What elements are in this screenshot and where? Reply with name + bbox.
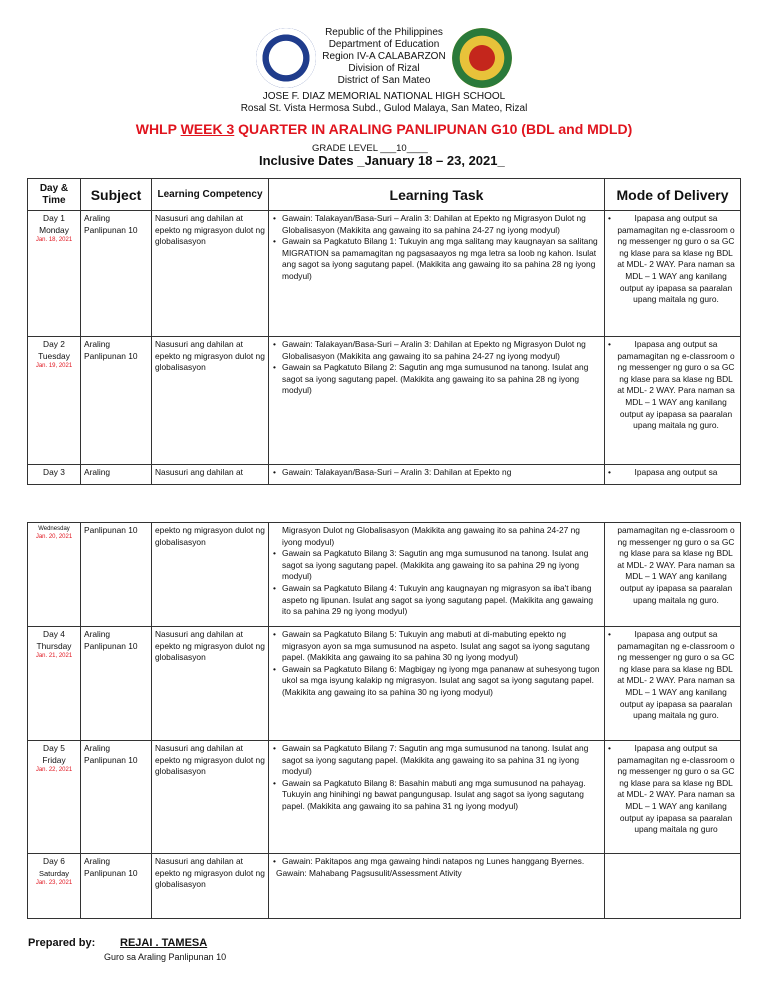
subject-cell: Araling	[81, 465, 152, 485]
competency-cell: epekto ng migrasyon dulot ng globalisasyon	[152, 523, 269, 627]
task-cell: • Gawain: Talakayan/Basa-Suri – Aralin 3: Dahilan at Epekto ng	[269, 465, 605, 485]
table-row	[28, 211, 741, 337]
mode-cell: pamamagitan ng e-classroom o ng messenger ng guro o sa GC ng klase para sa klase ng BDL at MDL- 2 WAY. Para naman sa MDL – 1 WAY ang kanilang output ay ipapasa sa paaralan upang maitala ng guro.	[605, 523, 741, 627]
day-cell: Day 1 Monday Jan. 18, 2021	[28, 211, 81, 337]
header-subject: Subject	[81, 179, 152, 211]
inclusive-dates: Inclusive Dates _January 18 – 23, 2021_	[259, 153, 505, 168]
mode-cell: • Ipapasa ang output sa pamamagitan ng e-classroom o ng messenger ng guro o sa GC ng klase para sa klase ng BDL at MDL- 2 WAY. Para naman sa MDL – 1 WAY ang kanilang output ay ipapasa sa paaralan upang maitala ng guro	[605, 741, 741, 854]
task-cell: • Gawain sa Pagkatuto Bilang 7: Sagutin ang mga sumusunod na tanong. Isulat ang sagot sa iyong sagutang papel. (Makikita ang gawaing ito sa pahina 31 ng iyong modyul) • Gawain sa Pagkatuto Bilang 8: Basahin mabuti ang mga sumusunod na pahayag. Tukuyin ang hinihingi ng bawat pangungusap. Isulat ang sagot sa iyong sagutang papel. (Makikita ang gawaing ito sa pahina 31 ng iyong modyul)	[269, 741, 605, 854]
competency-cell: Nasusuri ang dahilan at epekto ng migrasyon dulot ng globalisasyon	[152, 627, 269, 741]
task-cell: Migrasyon Dulot ng Globalisasyon (Makikita ang gawaing ito sa pahina 24-27 ng iyong modyul) • Gawain sa Pagkatuto Bilang 3: Sagutin ang mga sumusunod na tanong. Isulat ang sagot sa iyong sagutang papel. (Makikita ang gawaing ito sa pahina 29 ng iyong modyul) • Gawain sa Pagkatuto Bilang 4: Tukuyin ang kaugnayan ng migrasyon sa iba't ibang aspeto ng lipunan. Isulat ang sagot sa iyong sagutang papel. (Makikita ang gawaing ito sa pahina 29 ng iyong modyul)	[269, 523, 605, 627]
header-line-4: Division of Rizal	[348, 63, 420, 74]
whlp-table-part2	[27, 522, 741, 919]
table-row	[28, 854, 741, 919]
table-row	[28, 523, 741, 627]
page-title: WHLP WEEK 3 QUARTER IN ARALING PANLIPUNAN G10 (BDL and MDLD)	[135, 121, 633, 137]
mode-cell: • Ipapasa ang output sa pamamagitan ng e-classroom o ng messenger ng guro o sa GC ng klase para sa klase ng BDL at MDL- 2 WAY. Para naman sa MDL – 1 WAY ang kanilang output ay ipapasa sa paaralan upang maitala ng guro.	[605, 627, 741, 741]
mode-cell: • Ipapasa ang output sa pamamagitan ng e-classroom o ng messenger ng guro o sa GC ng klase para sa klase ng BDL at MDL- 2 WAY. Para naman sa MDL – 1 WAY ang kanilang output ay ipapasa sa paaralan upang maitala ng guro.	[605, 337, 741, 465]
preparer-role: Guro sa Araling Panlipunan 10	[104, 952, 227, 962]
school-address: Rosal St. Vista Hermosa Subd., Gulod Malaya, San Mateo, Rizal	[240, 103, 528, 114]
school-name: JOSE F. DIAZ MEMORIAL NATIONAL HIGH SCHOOL	[262, 91, 506, 102]
mode-cell	[605, 854, 741, 919]
preparer-name: REJAI . TAMESA	[120, 937, 208, 949]
subject-cell: Araling Panlipunan 10	[81, 627, 152, 741]
table-row	[28, 627, 741, 741]
competency-cell: Nasusuri ang dahilan at epekto ng migrasyon dulot ng globalisasyon	[152, 337, 269, 465]
day-cell: Day 2 Tuesday Jan. 19, 2021	[28, 337, 81, 465]
header-day-time: Day & Time	[28, 179, 81, 211]
task-cell: • Gawain: Talakayan/Basa-Suri – Aralin 3: Dahilan at Epekto ng Migrasyon Dulot ng Globalisasyon (Makikita ang gawaing ito sa pahina 24-27 ng iyong modyul) • Gawain sa Pagkatuto Bilang 2: Sagutin ang mga sumusunod na tanong. Isulat ang sagot sa iyong sagutang papel. (Makikita ang gawaing ito sa pahina 28 ng iyong modyul)	[269, 337, 605, 465]
subject-cell: Araling Panlipunan 10	[81, 741, 152, 854]
task-cell: • Gawain: Pakitapos ang mga gawaing hindi natapos ng Lunes hanggang Byernes. Gawain: Mahabang Pagsusulit/Assessment Ativity	[269, 854, 605, 919]
task-cell: • Gawain: Talakayan/Basa-Suri – Aralin 3: Dahilan at Epekto ng Migrasyon Dulot ng Globalisasyon (Makikita ang gawaing ito sa pahina 24-27 ng iyong modyul) • Gawain sa Pagkatuto Bilang 1: Tukuyin ang mga salitang may kaugnayan sa salitang MIGRATION sa pamamagitan ng pagsasaayos ng mga letra sa loob ng kahon. Isulat ang sagot sa iyong sagutang papel. (Makikita ang gawaing ito sa pahina 28 ng iyong modyul)	[269, 211, 605, 337]
header-line-1: Republic of the Philippines	[325, 27, 443, 38]
day-cell: Day 6 Saturday Jan. 23, 2021	[28, 854, 81, 919]
header-line-3: Region IV-A CALABARZON	[322, 51, 446, 62]
mode-cell: • Ipapasa ang output sa pamamagitan ng e-classroom o ng messenger ng guro o sa GC ng klase para sa klase ng BDL at MDL- 2 WAY. Para naman sa MDL – 1 WAY ang kanilang output ay ipapasa sa paaralan upang maitala ng guro.	[605, 211, 741, 337]
header-mode: Mode of Delivery	[605, 179, 741, 211]
mode-cell: • Ipapasa ang output sa	[605, 465, 741, 485]
subject-cell: Panlipunan 10	[81, 523, 152, 627]
whlp-table-part1	[27, 178, 741, 485]
competency-cell: Nasusuri ang dahilan at epekto ng migrasyon dulot ng globalisasyon	[152, 741, 269, 854]
header-line-2: Department of Education	[328, 39, 440, 50]
day-cell: Day 4 Thursday Jan. 21, 2021	[28, 627, 81, 741]
table-row	[28, 741, 741, 854]
day-cell: Day 3	[28, 465, 81, 485]
day-cell: Wednesday Jan. 20, 2021	[28, 523, 81, 627]
prepared-by-label: Prepared by:	[28, 937, 96, 949]
subject-cell: Araling Panlipunan 10	[81, 854, 152, 919]
table-row	[28, 465, 741, 485]
header-line-5: District of San Mateo	[337, 75, 431, 86]
table-row	[28, 337, 741, 465]
header-competency: Learning Competency	[152, 179, 269, 211]
subject-cell: Araling Panlipunan 10	[81, 211, 152, 337]
competency-cell: Nasusuri ang dahilan at	[152, 465, 269, 485]
subject-cell: Araling Panlipunan 10	[81, 337, 152, 465]
competency-cell: Nasusuri ang dahilan at epekto ng migrasyon dulot ng globalisasyon	[152, 211, 269, 337]
day-cell: Day 5 Friday Jan. 22, 2021	[28, 741, 81, 854]
competency-cell: Nasusuri ang dahilan at epekto ng migrasyon dulot ng globalisasyon	[152, 854, 269, 919]
grade-level: GRADE LEVEL ___10____	[312, 143, 428, 154]
task-cell: • Gawain sa Pagkatuto Bilang 5: Tukuyin ang mabuti at di-mabuting epekto ng migrasyon ayon sa mga sumusunod na aspeto. Isulat ang sagot sa iyong sagutang papel. (Makikita ang gawaing ito sa pahina 30 ng iyong modyul) • Gawain sa Pagkatuto Bilang 6: Magbigay ng iyong mga pananaw at suhesyong tugon ukol sa mga isyung kalakip ng migrasyon. Isulat ang sagot sa iyong sagutang papel. (Makikita ang gawaing ito sa pahina 30 ng iyong modyul)	[269, 627, 605, 741]
header-learning-task: Learning Task	[269, 179, 605, 211]
